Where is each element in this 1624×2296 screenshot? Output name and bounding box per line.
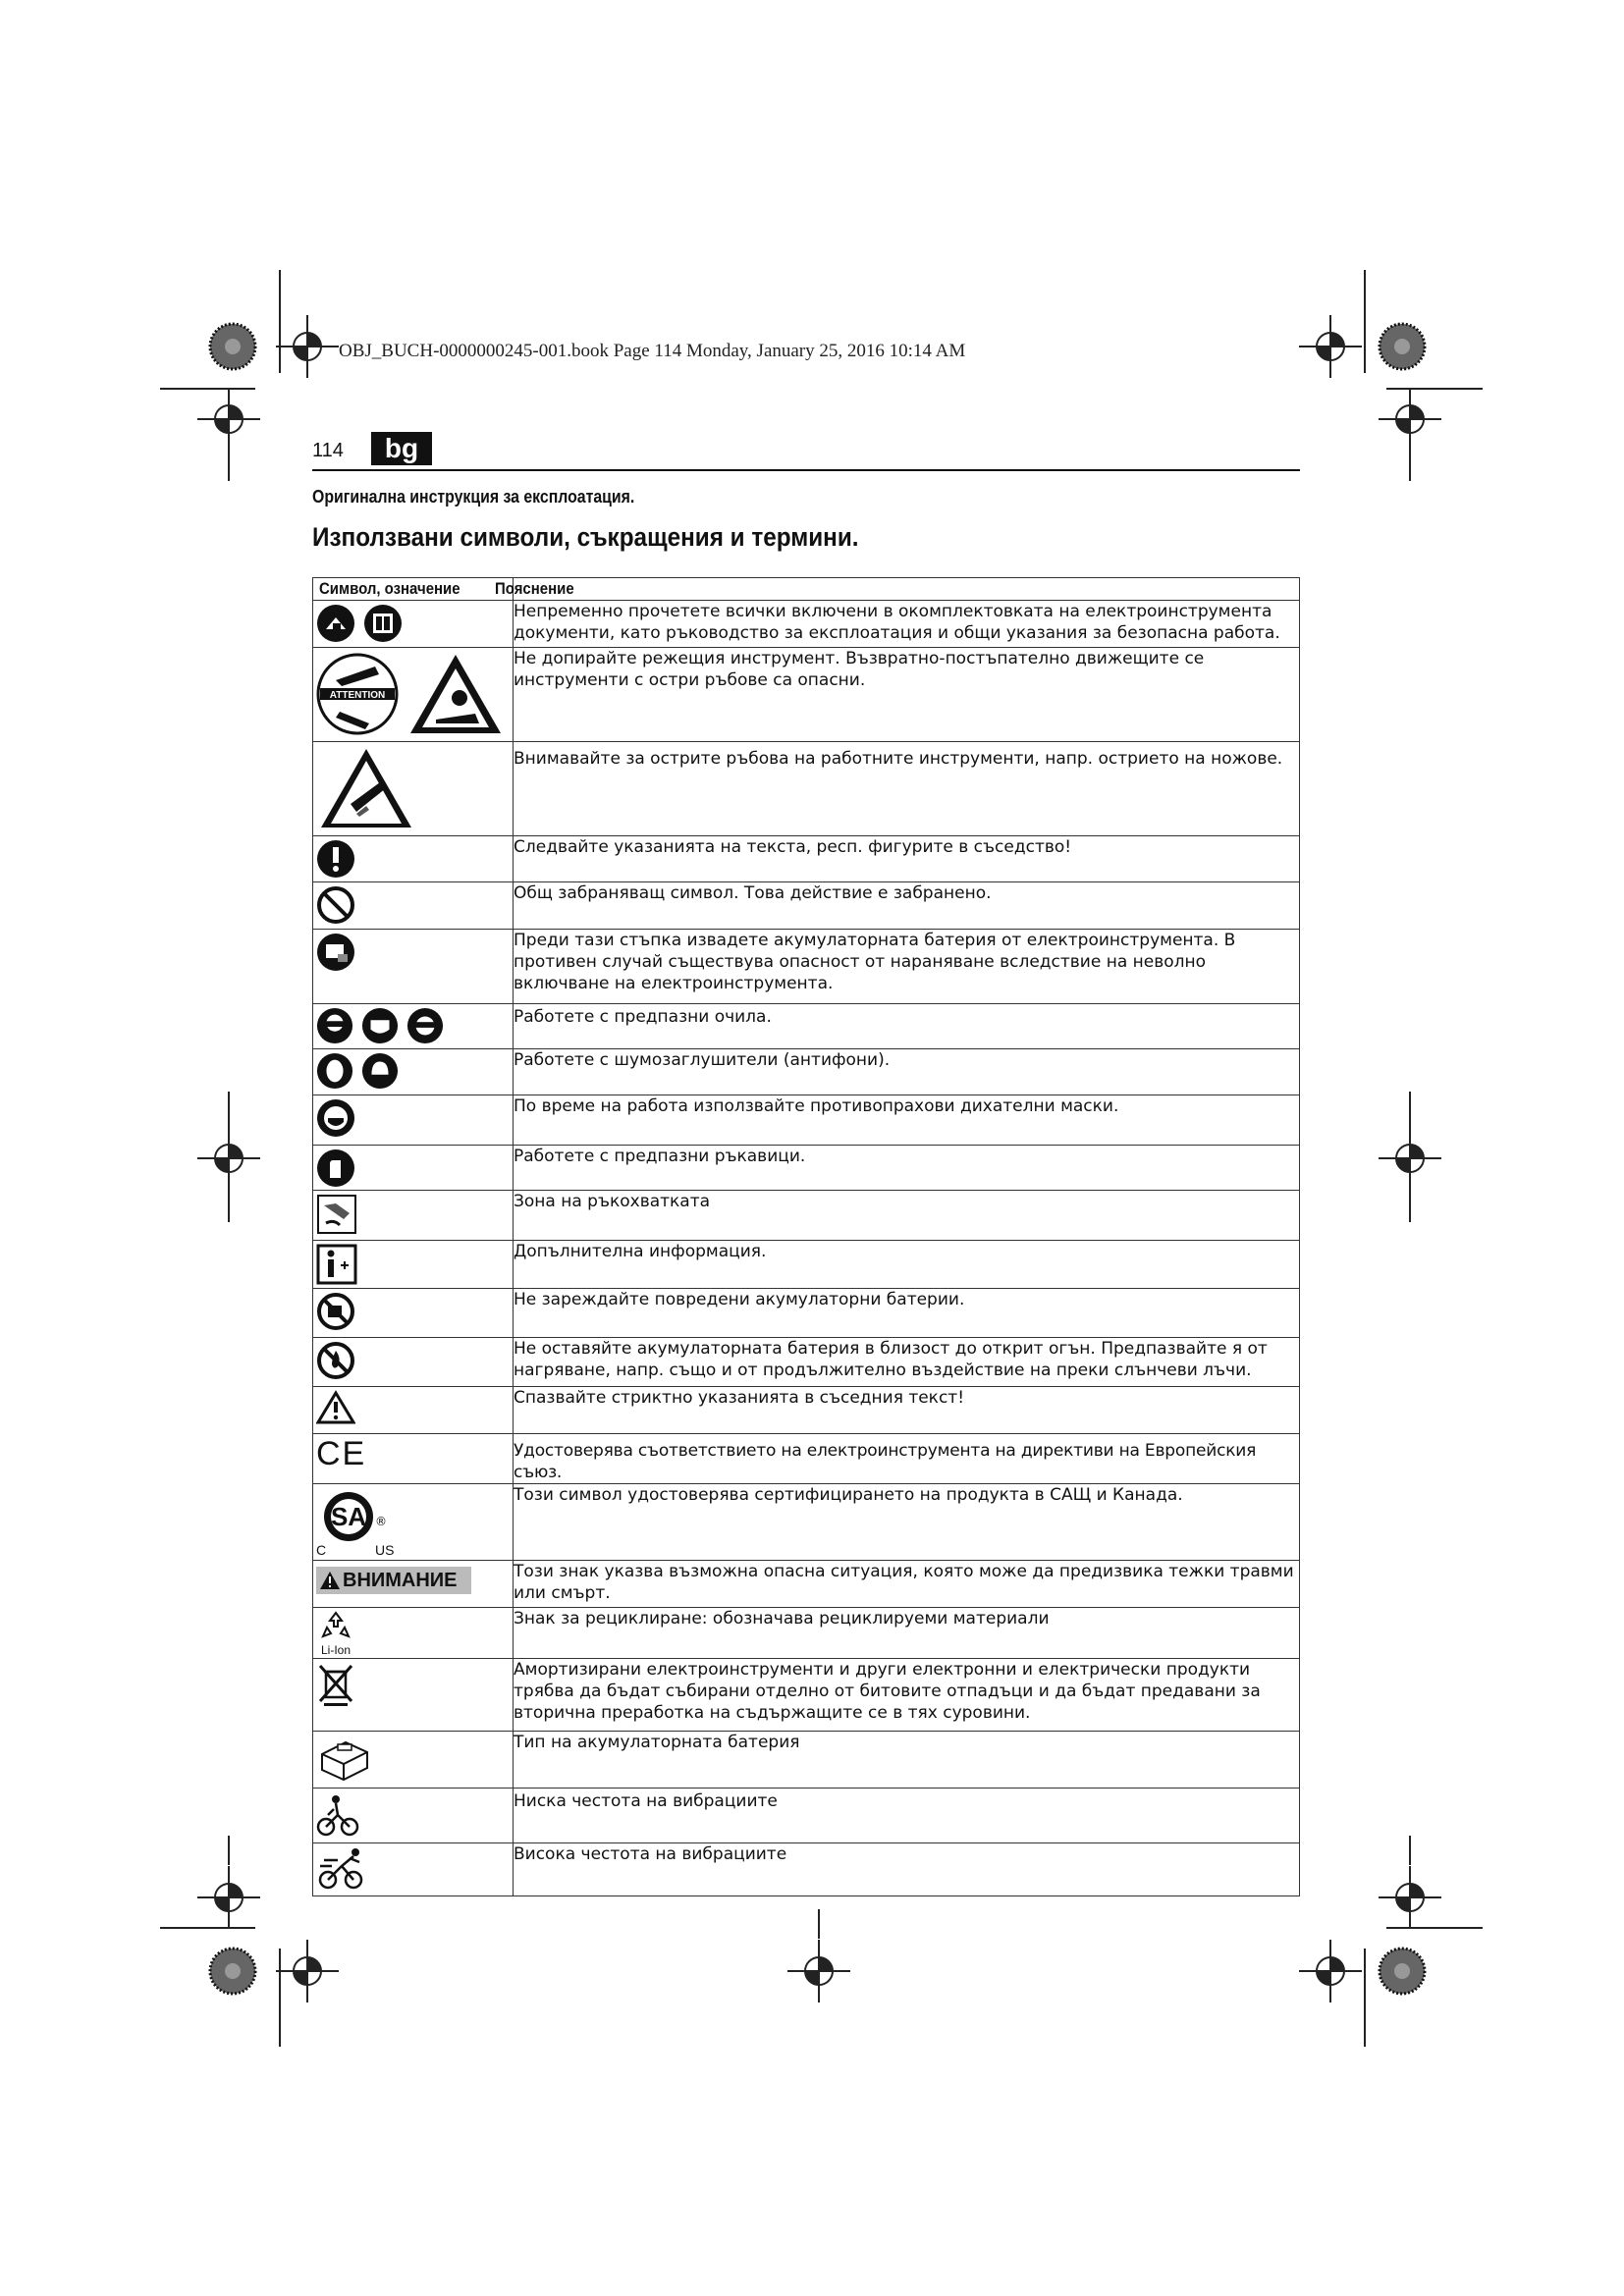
- row-text: Допълнителна информация.: [514, 1241, 1300, 1289]
- table-row: [313, 1843, 1300, 1896]
- face-shield-icon: [361, 1007, 399, 1044]
- table-row: [313, 1732, 1300, 1789]
- table-header-row: [313, 578, 1300, 601]
- recycling-li-ion-icon: [316, 1611, 355, 1656]
- row-text: Общ забраняващ символ. Това действие е забранено.: [514, 882, 1300, 930]
- weee-bin-icon: [316, 1662, 355, 1707]
- ear-protection-alt-icon: [361, 1052, 399, 1090]
- csa-reg-mark: ®: [375, 1515, 387, 1528]
- ear-protection-icon: [316, 1052, 353, 1090]
- row-text: Работете с предпазни ръкавици.: [514, 1146, 1300, 1191]
- row-text: Внимавайте за острите ръбова на работните инструменти, напр. острието на ножове.: [514, 742, 1300, 836]
- bicycle-slow-icon: [316, 1791, 361, 1837]
- no-fire-battery-icon: [316, 1341, 355, 1380]
- safety-glasses-icon: [406, 1007, 444, 1044]
- li-ion-label: Li-Ion: [320, 1643, 352, 1657]
- row-text: Удостоверява съответствието на електроинструмента на директиви на Европейския съюз.: [514, 1434, 1300, 1484]
- no-charge-damaged-battery-icon: [316, 1292, 355, 1331]
- page-title: Използвани символи, съкращения и термини.: [312, 522, 859, 552]
- header-explanation: Пояснение: [514, 578, 1300, 601]
- table-row: [313, 1241, 1300, 1289]
- table-row: [313, 1387, 1300, 1434]
- row-text: Зона на ръкохватката: [514, 1191, 1300, 1241]
- remove-battery-icon: [316, 933, 355, 972]
- info-icon: [316, 1244, 357, 1285]
- table-row: [313, 742, 1300, 836]
- language-badge: bg: [371, 432, 432, 465]
- page-number: 114: [312, 440, 344, 461]
- svg-text:SA: SA: [330, 1502, 367, 1531]
- row-text: Спазвайте стриктно указанията в съседния текст!: [514, 1387, 1300, 1434]
- table-row: [313, 1004, 1300, 1049]
- table-row: [313, 1338, 1300, 1387]
- row-text: Този знак указва възможна опасна ситуация, която може да предизвика тежки травми или смърт.: [514, 1561, 1300, 1608]
- gloves-icon: [316, 1148, 355, 1188]
- table-row: [313, 836, 1300, 882]
- table-row: [313, 1289, 1300, 1338]
- table-row: [313, 601, 1300, 648]
- csa-us-label: US: [375, 1542, 395, 1558]
- symbols-table: [312, 577, 1300, 1896]
- row-text: Висока честота на вибрациите: [514, 1843, 1300, 1896]
- cutting-warning-icon: [406, 651, 505, 737]
- page-subtitle: Оригинална инструкция за експлоатация.: [312, 487, 635, 507]
- csa-c-label: C: [316, 1542, 327, 1558]
- header-rule: [312, 469, 1300, 471]
- row-text: Преди тази стъпка извадете акумулаторната батерия от електроинструмента. В противен случай съществува опасност от нараняване вследствие на неволно включване на електроинструмента.: [514, 930, 1300, 1004]
- sharp-edges-warning-icon: [317, 745, 415, 831]
- row-text: Работете с предпазни очила.: [514, 1004, 1300, 1049]
- book-line: OBJ_BUCH-0000000245-001.book Page 114 Monday, January 25, 2016 10:14 AM: [339, 341, 966, 361]
- warning-badge-icon: ВНИМАНИЕ: [316, 1567, 471, 1594]
- table-row: [313, 648, 1300, 742]
- table-row: [313, 930, 1300, 1004]
- attention-touch-icon: [316, 651, 399, 737]
- table-row: [313, 1049, 1300, 1095]
- row-text: Непременно прочетете всички включени в окомплектовката на електроинструмента документи, като ръководство за експлоатация и общи указания за безопасна работа.: [514, 601, 1300, 648]
- row-text: Ниска честота на вибрациите: [514, 1789, 1300, 1843]
- row-text: Амортизирани електроинструменти и други електронни и електрически продукти трябва да бъдат събирани отделно от битовите отпадъци и да бъдат предавани за вторична преработка на съдържащите се в тях суровини.: [514, 1659, 1300, 1732]
- table-row: [313, 1146, 1300, 1191]
- table-row: [313, 1095, 1300, 1146]
- row-text: Тип на акумулаторната батерия: [514, 1732, 1300, 1789]
- table-row: [313, 1561, 1300, 1608]
- table-row: [313, 1191, 1300, 1241]
- prohibition-icon: [316, 885, 355, 925]
- book-icon: [363, 604, 403, 643]
- mandatory-exclamation-icon: [316, 839, 355, 879]
- battery-pack-icon: [316, 1735, 371, 1784]
- table-row: [313, 1434, 1300, 1484]
- row-text: Следвайте указанията на текста, респ. фигурите в съседство!: [514, 836, 1300, 882]
- dust-mask-icon: [316, 1098, 355, 1138]
- bicycle-fast-icon: [316, 1846, 369, 1892]
- row-text: Не зареждайте повредени акумулаторни батерии.: [514, 1289, 1300, 1338]
- goggles-icon: [316, 1007, 353, 1044]
- table-row: [313, 1789, 1300, 1843]
- header-symbol: Символ, означение: [313, 578, 514, 601]
- row-text: Не оставяйте акумулаторната батерия в близост до открит огън. Предпазвайте я от нагряване, напр. също и от продължително въздействие на преки слънчеви лъчи.: [514, 1338, 1300, 1387]
- table-row: [313, 882, 1300, 930]
- warning-triangle-icon: [316, 1390, 355, 1425]
- row-text: Този символ удостоверява сертифицирането на продукта в САЩ и Канада.: [514, 1484, 1300, 1561]
- read-manual-icon: [316, 604, 355, 643]
- row-text: По време на работа използвайте противопрахови дихателни маски.: [514, 1095, 1300, 1146]
- grip-area-icon: [316, 1194, 357, 1235]
- table-row: [313, 1659, 1300, 1732]
- row-text: Знак за рециклиране: обозначава рециклируеми материали: [514, 1608, 1300, 1659]
- table-row: [313, 1484, 1300, 1561]
- row-text: Не допирайте режещия инструмент. Възвратно-постъпателно движещите се инструменти с остри ръбове са опасни.: [514, 648, 1300, 742]
- row-text: Работете с шумозаглушители (антифони).: [514, 1049, 1300, 1095]
- table-row: [313, 1608, 1300, 1659]
- attention-label: ATTENTION: [329, 690, 386, 701]
- csa-mark-icon: [316, 1487, 395, 1558]
- ce-mark-icon: CE: [316, 1435, 367, 1472]
